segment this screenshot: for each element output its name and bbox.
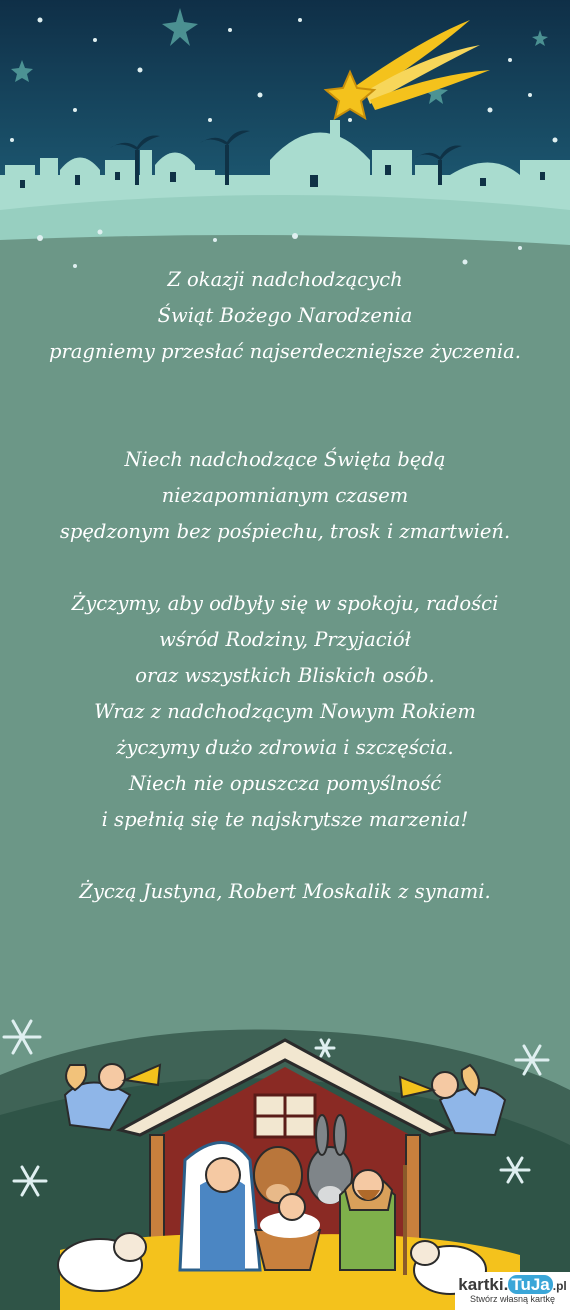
brand-name-part1: kartki. — [458, 1275, 509, 1294]
greeting-line: Życzymy, aby odbyły się w spokoju, radości — [71, 592, 499, 615]
greeting-line: oraz wszystkich Bliskich osób. — [135, 664, 435, 687]
greeting-line: pragniemy przesłać najserdeczniejsze życzenia. — [48, 340, 521, 363]
greeting-line: i spełnią się te najskrytsze marzenia! — [101, 808, 469, 831]
greeting-message — [10, 262, 560, 910]
brand-badge[interactable] — [455, 1272, 570, 1310]
greeting-line: życzymy dużo zdrowia i szczęścia. — [116, 736, 454, 759]
greeting-line: niezapomnianym czasem — [161, 484, 409, 507]
brand-logo — [455, 1275, 570, 1295]
greeting-line: Życzą Justyna, Robert Moskalik z synami. — [79, 880, 491, 903]
greeting-line: Niech nadchodzące Święta będą — [124, 448, 446, 471]
blank-line — [10, 550, 560, 586]
brand-tagline: Stwórz własną kartkę — [469, 1294, 556, 1304]
greeting-line: Wraz z nadchodzącym Nowym Rokiem — [94, 700, 476, 723]
greeting-line: spędzonym bez pośpiechu, trosk i zmartwień. — [59, 520, 511, 543]
blank-line — [10, 370, 560, 406]
blank-line — [10, 838, 560, 874]
mary-figure-icon — [180, 1143, 260, 1271]
nativity-scene-illustration — [0, 985, 570, 1310]
greeting-line: Niech nie opuszcza pomyślność — [128, 772, 442, 795]
greeting-line: Z okazji nadchodzących — [167, 268, 403, 291]
greeting-line: wśród Rodziny, Przyjaciół — [159, 628, 411, 651]
brand-name-part3: .pl — [552, 1279, 567, 1293]
night-town-illustration — [0, 0, 570, 270]
greeting-line: Świąt Bożego Narodzenia — [157, 304, 413, 327]
blank-line — [10, 406, 560, 442]
brand-name-part2: TuJa — [508, 1275, 552, 1294]
